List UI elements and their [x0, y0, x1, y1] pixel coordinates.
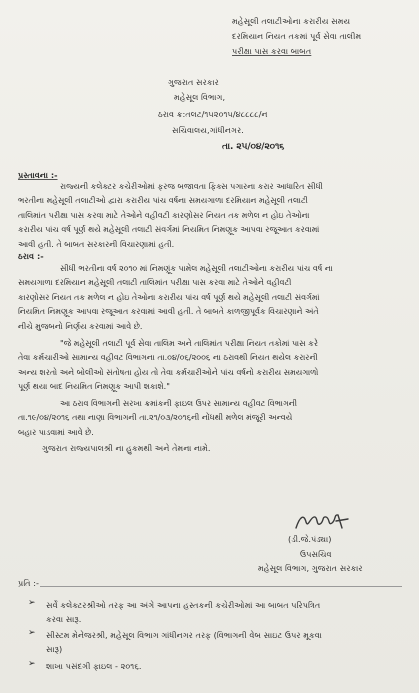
signatory-designation: ઉપસચિવ: [300, 549, 332, 559]
arrow-bullet-icon: ➢: [28, 659, 36, 669]
resolution-label: ઠરાવ :-: [18, 251, 44, 261]
resolution-number: ઠરાવ ક્ર:તલટ/૧૫૨૦૧૫/૪૮૮૮૮/ન: [158, 109, 268, 119]
subject-line: દરમિયાન નિયત તકમાં પૂર્વ સેવા તાલીમ: [232, 31, 362, 41]
subject-line: પરીક્ષા પાસ કરવા બાબત: [232, 46, 312, 56]
distribution-item-line: કરવા સારૂ.: [46, 614, 82, 624]
subject-block: [232, 14, 412, 59]
resolution-line: સમયગાળા દરમિયાન મહેસૂલી તલાટી તાલિમાંત પરીક્ષા પાસ કરવા માટે તેઓને વહીવટી: [18, 278, 292, 288]
arrow-bullet-icon: ➢: [28, 598, 36, 608]
arrow-bullet-icon: ➢: [28, 628, 36, 638]
governor-order-line: ગુજરાત રાજ્યપાલશ્રી ના હુકમથી અને તેમના નામે.: [42, 443, 211, 453]
distribution-item-line: સર્વે કલેક્ટરશ્રીઓ તરફ આ અંગે આપના હસ્તકની કચેરીઓમાં આ બાબત પરિપત્રિત: [46, 600, 321, 610]
preamble-line: આવી હતી. તે બાબત સરકારની વિચારણામાં હતી.: [18, 239, 175, 249]
resolution-line: આ ઠરાવ વિભાગની સરખા ક્રમાંકની ફાઇલ ઉપર સામાન્ય વહીવટ વિભાગની: [60, 399, 298, 408]
resolution-paragraph-1: [18, 262, 410, 334]
resolution-line: પૂર્ણ થયા બાદ નિયમિત નિમણૂક આપી શકાશે.": [18, 382, 170, 392]
govt-name: ગુજરાત સરકાર: [168, 77, 219, 87]
distribution-item-line: સીસ્ટમ મેનેજરશ્રી, મહેસૂલ વિભાગ ગાંધીનગર તરફ (વિભાગની વેબ સાઇટ ઉપર મૂકવા: [46, 630, 322, 640]
signature-mark: [292, 508, 352, 536]
distribution-item-line: શાખા પસંદગી ફાઇલ - ૨૦૧૬.: [46, 661, 142, 671]
signatory-department: મહેસૂલ વિભાગ, ગુજરાત સરકાર: [258, 563, 363, 573]
preamble-line: ભરતીના મહેસૂલી તલાટીઓ દ્વારા કરારીય પાંચ વર્ષના સમયગાળા દરમિયાન મહેસૂલી તલાટી: [18, 196, 308, 206]
subject-line: મહેસૂલી તલાટીઓના કરારીય સમય: [232, 16, 351, 26]
preamble-line: તાલિમાંત પરીક્ષા પાસ કરવા માટે તેઓને વહીવટી કારણોસર નિયત તક મળેલ ન હોઇ તેઓના: [18, 210, 310, 220]
resolution-line: તેવા કર્મચારીઓ સામાન્ય વહીવટ વિભાગના તા.૦૪/૦૬/૨૦૦૬ ના ઠરાવથી નિયત થયેલ કરારની: [18, 353, 318, 363]
resolution-line: સીધી ભરતીના વર્ષ ૨૦૧૦ માં નિમણૂંક પામેલ મહેસૂલી તલાટીઓના કરારીય પાંચ વર્ષ ના: [60, 264, 333, 273]
resolution-line: કારણોસર નિયત તક મળેલ ન હોઇ તેઓના કરારીય પાંચ વર્ષ પૂર્ણ થયે મહેસૂલી તલાટી સંવર્ગમાં: [18, 292, 320, 302]
resolution-paragraph-2: [18, 337, 410, 395]
resolution-line: અન્ય શરતો અને બોલીઓ સંતોષતા હોય તો તેવા કર્મચારીઓને પાંચ વર્ષનો કરારીય સમયગાળો: [18, 367, 319, 377]
preamble-label: પ્રસ્તાવના :-: [18, 170, 58, 180]
resolution-line: નિયમિત નિમણૂક આપવા રજૂઆત કરવામાં આવી હતી. તે બાબતે કાળજીપૂર્વક વિચારણાને અંતે: [18, 307, 319, 317]
signatory-name: (ડી.જે.પંડ્યા): [288, 534, 332, 544]
resolution-line: "જે મહેસૂલી તલાટી પૂર્વ સેવા તાલિમ અને તાલિમાંત પરીક્ષા નિયત તકોમાં પાસ કરે: [60, 339, 318, 348]
resolution-date: તા. ૨૫/૦૪/૨૦૧૬: [222, 142, 285, 152]
preamble-line: રાજ્યની કલેક્ટર કચેરીઓમાં ફરજ બજાવતા ફિક્સ પગારના કરાર આધારિત સીધી: [60, 182, 323, 191]
preamble-line: કરારીય પાંચ વર્ષ પૂર્ણ થયે મહેસૂલી તલાટી સંવર્ગમાં નિયમિત નિમણૂક આપવા રજૂઆત કરવામાં: [18, 225, 320, 235]
distribution-label: પ્રતિ :-: [18, 578, 39, 588]
resolution-line: બહાર પાડવામાં આવે છે.: [18, 427, 94, 437]
divider: [40, 586, 402, 587]
resolution-paragraph-3: [18, 397, 410, 440]
resolution-line: નીચે મુજબનો નિર્ણય કરવામાં આવે છે.: [18, 321, 143, 331]
department-name: મહેસૂલ વિભાગ,: [174, 92, 226, 102]
address: સચિવાલય,ગાંધીનગર.: [172, 125, 244, 135]
preamble-paragraph: [18, 180, 410, 252]
distribution-item-line: સારૂ): [46, 644, 63, 654]
resolution-line: તા.૧૯/૦૪/૨૦૧૬ તથા નાણા વિભાગની તા.૨૧/૦૩/૨૦૧૬ની નોંધથી મળેલ મંજૂરી અન્વયે: [18, 413, 293, 423]
